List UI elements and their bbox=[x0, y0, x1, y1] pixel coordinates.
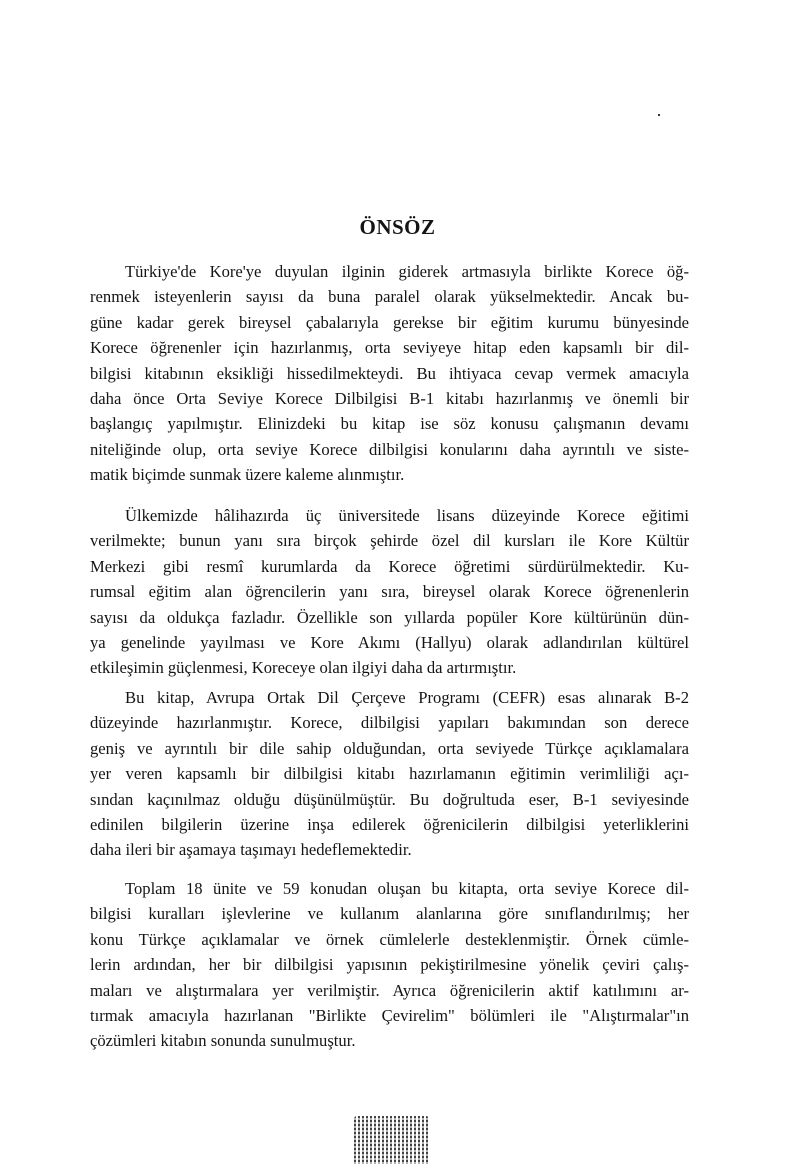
text-line: ya genelinde yayılması ve Kore Akımı (Hallyu) olarak adlandırılan kültürel bbox=[90, 632, 689, 652]
text-line: lerin ardından, her bir dilbilgisi yapısının pekiştirilmesine yönelik çeviri çalış- bbox=[90, 955, 689, 975]
paragraph-4 bbox=[90, 876, 689, 1054]
text-line: etkileşimin güçlenmesi, Koreceye olan ilgiyi daha da artırmıştır. bbox=[90, 658, 517, 678]
text-line: geniş ve ayrıntılı bir dile sahip olduğundan, orta seviyede Türkçe açıklamalara bbox=[90, 738, 689, 758]
text-line: Toplam 18 ünite ve 59 konudan oluşan bu kitapta, orta seviye Korece dil- bbox=[125, 879, 689, 898]
text-line: düzeyinde hazırlanmıştır. Korece, dilbilgisi yapıları bakımından son derece bbox=[90, 713, 689, 733]
text-line: Bu kitap, Avrupa Ortak Dil Çerçeve Programı (CEFR) esas alınarak B-2 bbox=[125, 688, 689, 707]
text-line: bilgisi kitabının eksikliği hissedilmekteydi. Bu ihtiyaca cevap vermek amacıyla bbox=[90, 363, 689, 383]
text-line: niteliğinde olup, orta seviye Korece dilbilgisi konularını daha ayrıntılı ve siste- bbox=[90, 439, 689, 459]
text-line: bilgisi kuralları işlevlerine ve kullanım alanlarına göre sınıflandırılmış; her bbox=[90, 904, 689, 924]
text-line: edinilen bilgilerin üzerine inşa edilerek öğrenicilerin dilbilgisi yeterliklerini bbox=[90, 814, 689, 834]
paragraph-2 bbox=[90, 503, 689, 681]
text-line: çözümleri kitabın sonunda sunulmuştur. bbox=[90, 1031, 356, 1051]
scan-speck bbox=[658, 114, 660, 116]
text-line: sından kaçınılmaz olduğu düşünülmüştür. Bu doğrultuda eser, B-1 seviyesinde bbox=[90, 789, 689, 809]
library-stamp-image bbox=[354, 1116, 429, 1164]
paragraph-3 bbox=[90, 685, 689, 863]
text-line: renmek isteyenlerin sayısı da buna paralel olarak yükselmektedir. Ancak bu- bbox=[90, 287, 689, 307]
text-line: başlangıç yapılmıştır. Elinizdeki bu kitap ise söz konusu çalışmanın devamı bbox=[90, 414, 689, 434]
text-line: maları ve alıştırmalara yer verilmiştir. Ayrıca öğrenicilerin aktif katılımını ar- bbox=[90, 980, 689, 1000]
text-line: yer veren kapsamlı bir dilbilgisi kitabı hazırlamanın eğitimin verimliliği açı- bbox=[90, 764, 689, 784]
text-line: Korece öğrenenler için hazırlanmış, orta seviyeye hitap eden kapsamlı bir dil- bbox=[90, 338, 689, 358]
text-line: Merkezi gibi resmî kurumlarda da Korece öğretimi sürdürülmektedir. Ku- bbox=[90, 556, 689, 576]
text-line: rumsal eğitim alan öğrencilerin yanı sıra, bireysel olarak Korece öğrenenlerin bbox=[90, 582, 689, 602]
paragraph-1 bbox=[90, 259, 689, 488]
text-line: tırmak amacıyla hazırlanan "Birlikte Çevirelim" bölümleri ile "Alıştırmalar"ın bbox=[90, 1005, 689, 1025]
text-line: daha ileri bir aşamaya taşımayı hedeflemektedir. bbox=[90, 840, 412, 860]
text-line: matik biçimde sunmak üzere kaleme alınmıştır. bbox=[90, 465, 405, 485]
text-line: Türkiye'de Kore'ye duyulan ilginin giderek artmasıyla birlikte Korece öğ- bbox=[125, 262, 689, 281]
text-line: konu Türkçe açıklamalar ve örnek cümlelerle desteklenmiştir. Örnek cümle- bbox=[90, 929, 689, 949]
text-line: verilmekte; bunun yanı sıra birçok şehirde özel dil kursları ile Kore Kültür bbox=[90, 531, 689, 551]
text-line: Ülkemizde hâlihazırda üç üniversitede lisans düzeyinde Korece eğitimi bbox=[125, 506, 689, 525]
text-line: güne kadar gerek bireysel çabalarıyla gerekse bir eğitim kurumu bünyesinde bbox=[90, 312, 689, 332]
text-line: sayısı da oldukça fazladır. Özellikle son yıllarda popüler Kore kültürünün dün- bbox=[90, 607, 689, 627]
page-title: ÖNSÖZ bbox=[359, 215, 436, 239]
text-line: daha önce Orta Seviye Korece Dilbilgisi B-1 kitabı hazırlanmış ve önemli bir bbox=[90, 388, 689, 408]
